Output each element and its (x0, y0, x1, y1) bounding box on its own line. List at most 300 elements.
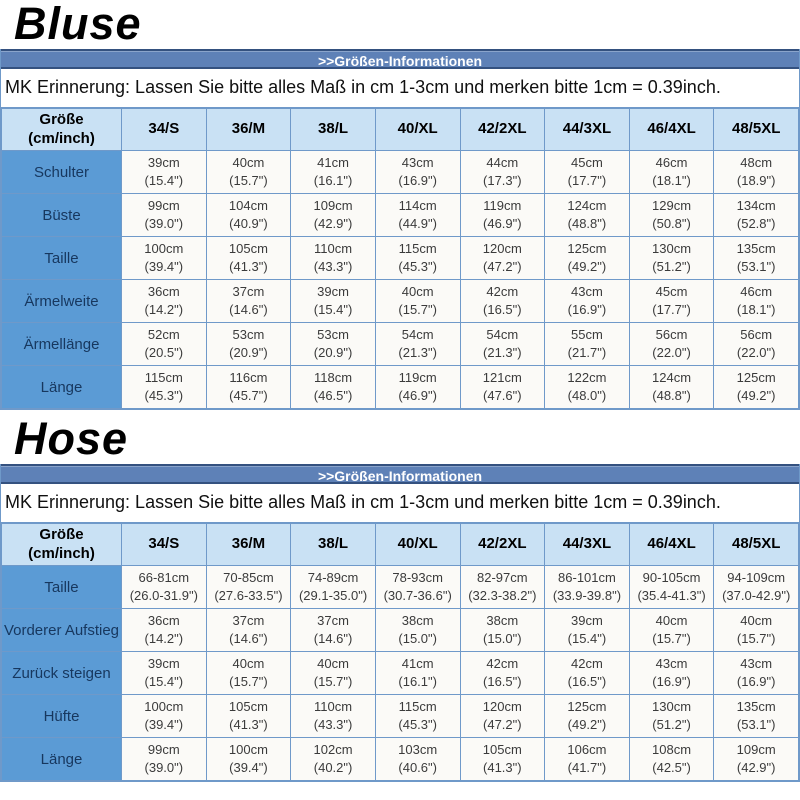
measurement-value-line: (50.8") (652, 216, 691, 231)
measurement-value-cell (629, 566, 714, 609)
measurement-row (2, 652, 799, 695)
measurement-value-cell (291, 323, 376, 366)
measurement-value-cell (206, 280, 291, 323)
measurement-value-cell (460, 609, 545, 652)
section-title-bluse: Bluse (14, 0, 142, 49)
measurement-value-cell (460, 695, 545, 738)
measurement-value-cell (714, 323, 799, 366)
measurement-label: Vorderer Aufstieg (2, 609, 122, 652)
measurement-value-line: (18.9") (736, 173, 776, 188)
measurement-value-cell (629, 652, 714, 695)
measurement-value-line: (15.7") (736, 631, 776, 646)
measurement-value-line: (17.7") (652, 302, 691, 317)
measurement-value-line: 70-85cm (223, 570, 274, 586)
measurement-value-line: 52cm (147, 327, 180, 343)
measurement-value-cell (460, 194, 545, 237)
measurement-value-cell (206, 194, 291, 237)
size-column-header: 46/4XL (629, 524, 714, 566)
measurement-value-line: 121cm (482, 370, 522, 386)
measurement-label: Taille (2, 566, 122, 609)
measurement-value-line: (47.6") (483, 388, 522, 403)
measurement-value-line: (45.3") (144, 388, 184, 403)
measurement-value-line: 102cm (313, 742, 353, 758)
measurement-value-line: (15.7") (398, 302, 437, 317)
size-unit-header (2, 109, 122, 151)
measurement-value-line: (33.9-39.8") (552, 588, 622, 603)
measurement-row (2, 695, 799, 738)
measurement-value-line: (51.2") (652, 259, 691, 274)
measurement-value-cell (206, 366, 291, 409)
measurement-value-line: 110cm (314, 241, 353, 257)
bluse-info-header: >>Größen-Informationen (1, 49, 799, 69)
measurement-value-line: (16.9") (652, 674, 691, 689)
measurement-value-line: (43.3") (313, 259, 353, 274)
measurement-value-cell (375, 280, 460, 323)
measurement-row (2, 280, 799, 323)
measurement-value-cell (291, 738, 376, 781)
measurement-value-cell (206, 323, 291, 366)
measurement-value-cell (206, 609, 291, 652)
measurement-value-line: (39.0") (144, 216, 184, 231)
measurement-value-line: (46.9") (398, 388, 437, 403)
measurement-value-line: (14.2") (144, 631, 184, 646)
measurement-value-cell (545, 323, 630, 366)
measurement-label: Taille (2, 237, 122, 280)
measurement-value-cell (206, 151, 291, 194)
measurement-value-cell (714, 194, 799, 237)
size-unit-header-line: Größe (39, 110, 84, 128)
measurement-value-line: 106cm (567, 742, 607, 758)
measurement-value-line: (15.7") (652, 631, 691, 646)
measurement-value-line: 48cm (740, 155, 773, 171)
measurement-value-cell (545, 366, 630, 409)
measurement-row (2, 738, 799, 781)
measurement-value-line: (15.0") (398, 631, 437, 646)
measurement-value-cell (629, 194, 714, 237)
measurement-label: Schulter (2, 151, 122, 194)
measurement-value-line: (26.0-31.9") (129, 588, 198, 603)
measurement-value-line: (15.4") (144, 674, 184, 689)
measurement-value-cell (291, 237, 376, 280)
bluse-measure-note: MK Erinnerung: Lassen Sie bitte alles Maß in cm 1-3cm und merken bitte 1cm = 0.39inch. (1, 69, 799, 108)
size-unit-header (2, 524, 122, 566)
measurement-row (2, 151, 799, 194)
measurement-value-line: 39cm (147, 656, 180, 672)
measurement-value-cell (206, 566, 291, 609)
measurement-value-line: (20.5") (144, 345, 184, 360)
measurement-value-line: (42.5") (652, 760, 691, 775)
measurement-value-line: 105cm (228, 699, 268, 715)
measurement-value-line: (14.2") (144, 302, 184, 317)
measurement-value-line: (14.6") (229, 302, 268, 317)
measurement-value-line: (18.1") (652, 173, 691, 188)
measurement-value-line: 56cm (740, 327, 773, 343)
measurement-value-line: 114cm (398, 198, 437, 214)
measurement-value-line: 115cm (398, 699, 437, 715)
measurement-value-cell (714, 609, 799, 652)
measurement-value-cell (291, 695, 376, 738)
measurement-value-line: (42.9") (736, 760, 776, 775)
measurement-value-line: 37cm (317, 613, 349, 629)
size-column-header: 38/L (291, 109, 376, 151)
measurement-row (2, 609, 799, 652)
measurement-value-cell (206, 237, 291, 280)
measurement-value-line: 44cm (486, 155, 519, 171)
measurement-value-line: 39cm (571, 613, 603, 629)
bluse-size-table (1, 108, 799, 409)
hose-measure-note: MK Erinnerung: Lassen Sie bitte alles Maß in cm 1-3cm und merken bitte 1cm = 0.39inch. (1, 484, 799, 523)
measurement-value-line: 129cm (652, 198, 692, 214)
measurement-value-line: (53.1") (736, 717, 776, 732)
measurement-value-line: 66-81cm (138, 570, 190, 586)
measurement-value-line: 74-89cm (307, 570, 359, 586)
measurement-value-line: (39.4") (144, 717, 184, 732)
measurement-value-line: (41.3") (483, 760, 522, 775)
measurement-value-cell (375, 609, 460, 652)
measurement-value-cell (122, 609, 207, 652)
measurement-value-line: (32.3-38.2") (468, 588, 537, 603)
measurement-value-line: (48.8") (567, 216, 607, 231)
measurement-value-line: 99cm (147, 742, 180, 758)
measurement-value-cell (545, 695, 630, 738)
measurement-value-line: 38cm (401, 613, 434, 629)
measurement-value-line: 124cm (567, 198, 607, 214)
measurement-value-cell (122, 151, 207, 194)
measurement-value-cell (460, 366, 545, 409)
size-column-header: 34/S (122, 524, 207, 566)
measurement-value-cell (629, 237, 714, 280)
measurement-value-line: (40.2") (313, 760, 353, 775)
measurement-value-cell (460, 280, 545, 323)
measurement-value-line: (45.3") (398, 717, 437, 732)
size-column-header: 44/3XL (545, 109, 630, 151)
measurement-value-cell (714, 738, 799, 781)
measurement-value-cell (375, 151, 460, 194)
measurement-value-line: 122cm (567, 370, 607, 386)
measurement-value-line: (15.4") (144, 173, 184, 188)
measurement-value-line: (21.3") (398, 345, 437, 360)
measurement-value-cell (206, 652, 291, 695)
size-column-header: 42/2XL (460, 524, 545, 566)
measurement-value-line: 110cm (314, 699, 353, 715)
measurement-value-cell (375, 695, 460, 738)
measurement-value-cell (122, 738, 207, 781)
measurement-value-line: 40cm (232, 656, 265, 672)
measurement-value-line: (14.6") (229, 631, 268, 646)
measurement-value-cell (460, 566, 545, 609)
measurement-value-line: 45cm (571, 155, 603, 171)
measurement-value-cell (375, 566, 460, 609)
measurement-value-line: 40cm (740, 613, 773, 629)
size-column-header: 36/M (206, 524, 291, 566)
measurement-value-line: (17.3") (483, 173, 522, 188)
measurement-value-line: (47.2") (483, 717, 522, 732)
measurement-value-line: 119cm (398, 370, 437, 386)
measurement-value-cell (122, 323, 207, 366)
measurement-value-line: (42.9") (313, 216, 353, 231)
measurement-value-line: 54cm (401, 327, 434, 343)
measurement-value-line: 99cm (147, 198, 180, 214)
measurement-value-line: 37cm (232, 284, 265, 300)
measurement-value-line: 109cm (313, 198, 353, 214)
measurement-value-line: 56cm (655, 327, 688, 343)
measurement-value-line: 42cm (486, 284, 519, 300)
measurement-row (2, 323, 799, 366)
measurement-value-cell (460, 237, 545, 280)
measurement-value-cell (629, 151, 714, 194)
measurement-value-line: 115cm (398, 241, 437, 257)
measurement-value-line: 103cm (398, 742, 438, 758)
measurement-value-cell (629, 280, 714, 323)
measurement-value-cell (714, 695, 799, 738)
measurement-value-cell (375, 366, 460, 409)
measurement-value-cell (545, 194, 630, 237)
measurement-value-cell (545, 652, 630, 695)
measurement-value-line: (39.4") (229, 760, 268, 775)
measurement-value-line: 43cm (740, 656, 773, 672)
measurement-label: Länge (2, 366, 122, 409)
measurement-value-line: (39.4") (144, 259, 184, 274)
measurement-value-cell (460, 323, 545, 366)
bluse-table-wrap (0, 49, 800, 410)
measurement-value-cell (629, 323, 714, 366)
measurement-value-line: 105cm (228, 241, 268, 257)
measurement-value-line: (41.7") (567, 760, 607, 775)
measurement-value-line: (21.7") (567, 345, 607, 360)
size-unit-header-line: Größe (39, 525, 84, 543)
measurement-value-line: 36cm (147, 613, 180, 629)
measurement-value-line: (41.3") (229, 717, 268, 732)
measurement-value-line: (14.6") (313, 631, 353, 646)
measurement-value-line: 78-93cm (392, 570, 443, 586)
size-column-header: 36/M (206, 109, 291, 151)
measurement-value-line: 42cm (571, 656, 603, 672)
measurement-value-line: 40cm (317, 656, 349, 672)
measurement-value-line: (41.3") (229, 259, 268, 274)
measurement-value-cell (629, 366, 714, 409)
measurement-value-cell (122, 280, 207, 323)
measurement-value-cell (291, 566, 376, 609)
column-header-row (2, 109, 799, 151)
measurement-value-line: 120cm (482, 699, 522, 715)
measurement-value-line: (20.9") (229, 345, 268, 360)
measurement-value-line: (20.9") (313, 345, 353, 360)
measurement-value-line: (16.9") (736, 674, 776, 689)
measurement-value-line: (37.0-42.9") (722, 588, 791, 603)
measurement-value-line: (16.1") (313, 173, 353, 188)
measurement-value-cell (375, 323, 460, 366)
measurement-value-line: (46.5") (313, 388, 353, 403)
measurement-value-cell (206, 695, 291, 738)
measurement-value-line: (43.3") (313, 717, 353, 732)
measurement-label: Hüfte (2, 695, 122, 738)
measurement-value-cell (291, 609, 376, 652)
measurement-value-line: (47.2") (483, 259, 522, 274)
measurement-value-line: (39.0") (144, 760, 184, 775)
measurement-value-line: (16.1") (398, 674, 437, 689)
measurement-value-line: (27.6-33.5") (214, 588, 283, 603)
measurement-value-line: 100cm (144, 241, 184, 257)
measurement-value-line: (15.7") (229, 173, 268, 188)
measurement-value-line: (16.5") (483, 674, 522, 689)
measurement-value-line: 39cm (147, 155, 180, 171)
measurement-value-line: 82-97cm (477, 570, 528, 586)
measurement-value-line: 36cm (147, 284, 180, 300)
measurement-value-line: 120cm (482, 241, 522, 257)
measurement-value-line: (49.2") (567, 717, 607, 732)
measurement-value-line: 116cm (229, 370, 268, 386)
measurement-value-cell (291, 280, 376, 323)
measurement-value-line: 53cm (317, 327, 349, 343)
size-column-header: 48/5XL (714, 524, 799, 566)
measurement-value-line: (48.8") (652, 388, 691, 403)
measurement-value-cell (460, 738, 545, 781)
measurement-value-cell (545, 738, 630, 781)
measurement-value-line: (48.0") (567, 388, 607, 403)
measurement-value-line: 39cm (317, 284, 349, 300)
measurement-value-line: 130cm (652, 699, 692, 715)
measurement-value-line: (51.2") (652, 717, 691, 732)
measurement-value-cell (291, 194, 376, 237)
size-unit-header-line: (cm/inch) (28, 544, 95, 562)
measurement-label: Büste (2, 194, 122, 237)
measurement-value-cell (122, 695, 207, 738)
size-column-header: 44/3XL (545, 524, 630, 566)
measurement-value-cell (629, 695, 714, 738)
measurement-value-line: 53cm (232, 327, 265, 343)
measurement-value-line: 40cm (655, 613, 688, 629)
measurement-value-line: 125cm (567, 241, 607, 257)
measurement-value-cell (460, 652, 545, 695)
hose-size-table (1, 523, 799, 781)
measurement-value-cell (714, 151, 799, 194)
measurement-value-line: 119cm (483, 198, 522, 214)
measurement-value-cell (714, 652, 799, 695)
measurement-value-line: 104cm (228, 198, 268, 214)
measurement-row (2, 194, 799, 237)
measurement-value-line: 125cm (736, 370, 776, 386)
measurement-value-line: (21.3") (483, 345, 522, 360)
measurement-value-line: 37cm (232, 613, 265, 629)
measurement-value-line: (40.9") (229, 216, 268, 231)
measurement-value-cell (291, 151, 376, 194)
size-column-header: 48/5XL (714, 109, 799, 151)
measurement-value-line: 54cm (486, 327, 519, 343)
measurement-row (2, 566, 799, 609)
hose-table-wrap (0, 464, 800, 782)
measurement-value-line: 100cm (228, 742, 268, 758)
measurement-value-cell (122, 566, 207, 609)
measurement-value-line: (49.2") (567, 259, 607, 274)
measurement-value-cell (206, 738, 291, 781)
measurement-value-line: 43cm (401, 155, 434, 171)
measurement-value-cell (629, 609, 714, 652)
measurement-value-cell (545, 151, 630, 194)
measurement-value-line: (18.1") (736, 302, 776, 317)
size-column-header: 46/4XL (629, 109, 714, 151)
measurement-value-line: 46cm (740, 284, 773, 300)
measurement-value-cell (714, 280, 799, 323)
measurement-value-line: 41cm (317, 155, 349, 171)
column-header-row (2, 524, 799, 566)
measurement-row (2, 366, 799, 409)
measurement-value-line: 42cm (486, 656, 519, 672)
measurement-value-line: 125cm (567, 699, 607, 715)
measurement-value-line: (16.9") (567, 302, 607, 317)
measurement-value-line: 41cm (401, 656, 434, 672)
measurement-value-line: 135cm (736, 699, 776, 715)
measurement-value-line: (46.9") (483, 216, 522, 231)
measurement-value-line: (16.9") (398, 173, 437, 188)
measurement-value-line: (16.5") (483, 302, 522, 317)
measurement-value-line: (16.5") (567, 674, 607, 689)
measurement-value-cell (375, 237, 460, 280)
section-title-hose: Hose (14, 413, 129, 464)
measurement-value-line: (15.4") (313, 302, 353, 317)
measurement-value-line: (22.0") (652, 345, 691, 360)
measurement-value-line: (29.1-35.0") (298, 588, 368, 603)
measurement-value-line: (15.7") (313, 674, 353, 689)
measurement-value-cell (291, 366, 376, 409)
measurement-value-cell (545, 280, 630, 323)
measurement-value-line: 90-105cm (642, 570, 701, 586)
measurement-value-line: (53.1") (736, 259, 776, 274)
measurement-value-line: 40cm (232, 155, 265, 171)
measurement-value-line: (45.3") (398, 259, 437, 274)
measurement-value-cell (122, 652, 207, 695)
size-unit-header-line: (cm/inch) (28, 129, 95, 147)
measurement-value-line: 43cm (571, 284, 603, 300)
measurement-value-cell (291, 652, 376, 695)
measurement-value-line: 94-109cm (727, 570, 786, 586)
measurement-value-line: (49.2") (736, 388, 776, 403)
measurement-value-line: (15.7") (229, 674, 268, 689)
measurement-value-cell (545, 237, 630, 280)
measurement-value-line: 45cm (655, 284, 688, 300)
measurement-value-cell (714, 366, 799, 409)
measurement-value-cell (375, 194, 460, 237)
measurement-value-line: (45.7") (229, 388, 268, 403)
measurement-value-line: (35.4-41.3") (637, 588, 706, 603)
measurement-value-line: (15.0") (483, 631, 522, 646)
measurement-value-cell (122, 237, 207, 280)
measurement-value-cell (714, 237, 799, 280)
measurement-value-line: (30.7-36.6") (383, 588, 452, 603)
size-column-header: 40/XL (375, 524, 460, 566)
measurement-value-line: 100cm (144, 699, 184, 715)
measurement-value-cell (122, 194, 207, 237)
measurement-value-line: (52.8") (736, 216, 776, 231)
measurement-value-line: 38cm (486, 613, 519, 629)
measurement-value-line: 86-101cm (558, 570, 616, 586)
size-column-header: 34/S (122, 109, 207, 151)
measurement-value-line: 118cm (314, 370, 353, 386)
measurement-value-cell (714, 566, 799, 609)
measurement-label: Ärmellänge (2, 323, 122, 366)
measurement-row (2, 237, 799, 280)
measurement-value-cell (375, 652, 460, 695)
measurement-label: Ärmelweite (2, 280, 122, 323)
measurement-value-cell (122, 366, 207, 409)
measurement-value-line: (40.6") (398, 760, 437, 775)
measurement-value-line: (17.7") (567, 173, 607, 188)
measurement-value-line: 46cm (655, 155, 688, 171)
measurement-value-line: 55cm (571, 327, 603, 343)
measurement-value-line: (22.0") (736, 345, 776, 360)
measurement-value-cell (629, 738, 714, 781)
measurement-value-line: 115cm (144, 370, 183, 386)
size-column-header: 38/L (291, 524, 376, 566)
